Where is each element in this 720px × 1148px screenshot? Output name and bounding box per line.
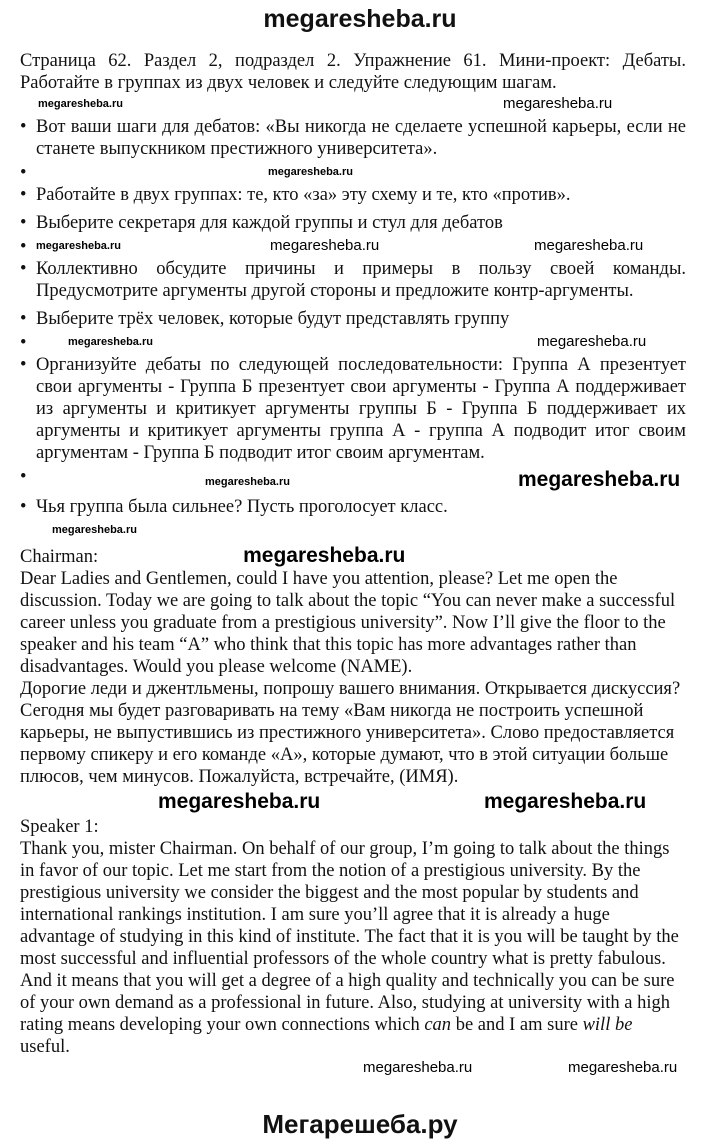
watermark: megaresheba.ru <box>534 237 644 254</box>
exercise-intro: Страница 62. Раздел 2, подраздел 2. Упражнение 61. Мини-проект: Дебаты. Работайте в группах из двух человек и следуйте следующим шагам. <box>20 51 686 93</box>
list-item: • Вот ваши шаги для дебатов: «Вы никогда не сделаете успешной карьеры, если не станете выпускником престижного университета». <box>20 116 686 160</box>
chairman-speech-russian: Дорогие леди и джентльмены, попрошу вашего внимания. Открывается дискуссия? Сегодня мы будет разговаривать на тему «Вам никогда не построить успешной карьеры, не выпустившись из престижного университета». Слово предоставляется первому спикеру и его команде «А», которые думают, что в этой ситуации больше плюсов, чем минусов. Пожалуйста, встречайте, (ИМЯ). <box>20 679 681 787</box>
watermark: megaresheba.ru <box>270 237 380 254</box>
speech-text: Thank you, mister Chairman. On behalf of our group, I’m going to talk about the things in favor of our topic. Let me start from the notion of a prestigious university. By the prestigious university we consider the biggest and the most popular by students and international rankings institution. I am sure you’ll agree that it is already a huge advantage of studying in this kind of institute. The fact that it is you will be taught by the most successful and influential professors of the whole country what is pretty fabulous. And it means that you will get a degree of a high quality and technically you can be sure of your own demand as a professional in future. Also, studying at university with a high rating means developing your own connections which <box>20 839 679 1035</box>
site-title[interactable]: megaresheba.ru <box>263 5 457 33</box>
list-item: • Организуйте дебаты по следующей последовательности: Группа А презентует свои аргументы - Группа Б презентует свои аргументы - Группа А поддерживает из аргументы и критикует аргументы группы Б - Группа Б поддерживает их аргументы и критикует аргументы группа А - группа А подводит итог своим аргументам - Группа Б подводит итог своим аргументам. <box>20 354 686 464</box>
watermark-row <box>20 162 686 182</box>
watermark-row <box>20 520 686 540</box>
watermark: megaresheba.ru <box>503 95 613 112</box>
steps-list <box>20 116 686 518</box>
watermark: megaresheba.ru <box>537 333 647 350</box>
speech-emphasis: will be <box>582 1015 633 1035</box>
watermark-row <box>20 1058 686 1078</box>
chairman-label: Chairman: <box>20 547 99 567</box>
watermark: • megaresheba.ru <box>36 240 121 252</box>
speaker1-speech <box>20 838 686 1058</box>
document-content <box>20 50 686 1078</box>
watermark-row <box>20 466 686 494</box>
list-item: • Выберите секретаря для каждой группы и стул для дебатов <box>20 212 686 234</box>
watermark-row <box>20 788 686 816</box>
list-item: • Коллективно обсудите причины и примеры в пользу своей команды. Предусмотрите аргументы другой стороны и предложите контр-аргументы. <box>20 258 686 302</box>
watermark: megaresheba.ru <box>568 1059 678 1076</box>
watermark: megaresheba.ru <box>518 468 681 491</box>
speech-text: be and I am sure <box>451 1015 583 1035</box>
watermark: • megaresheba.ru <box>268 166 353 178</box>
list-item: • Выберите трёх человек, которые будут представлять группу <box>20 308 686 330</box>
list-item: • Чья группа была сильнее? Пусть проголосует класс. <box>20 496 686 518</box>
watermark-row <box>20 332 686 352</box>
watermark: • megaresheba.ru <box>205 476 290 488</box>
watermark: megaresheba.ru <box>484 790 647 813</box>
list-item: • Работайте в двух группах: те, кто «за» эту схему и те, кто «против». <box>20 184 686 206</box>
chairman-speech-english: Dear Ladies and Gentlemen, could I have you attention, please? Let me open the discussion. Today we are going to talk about the topic “You can never make a successful career unless you graduate from a prestigious university”. Now I’ll give the floor to the speaker and his team “A” who think that this topic has more advantages rather than disadvantages. Would you please welcome (NAME). <box>20 569 676 677</box>
chairman-label-row <box>20 544 686 568</box>
speaker1-label: Speaker 1: <box>20 817 99 837</box>
watermark: • megaresheba.ru <box>68 336 153 348</box>
watermark: megaresheba.ru <box>363 1059 473 1076</box>
speech-emphasis: can <box>424 1015 452 1035</box>
watermark-row <box>20 94 686 114</box>
watermark: megaresheba.ru <box>38 98 123 110</box>
speech-text: useful. <box>20 1037 70 1057</box>
watermark: megaresheba.ru <box>243 544 406 567</box>
footer-site-name[interactable]: Мегарешеба.ру <box>262 1109 458 1139</box>
watermark: megaresheba.ru <box>158 790 321 813</box>
watermark: megaresheba.ru <box>52 524 137 536</box>
watermark-row <box>20 236 686 256</box>
